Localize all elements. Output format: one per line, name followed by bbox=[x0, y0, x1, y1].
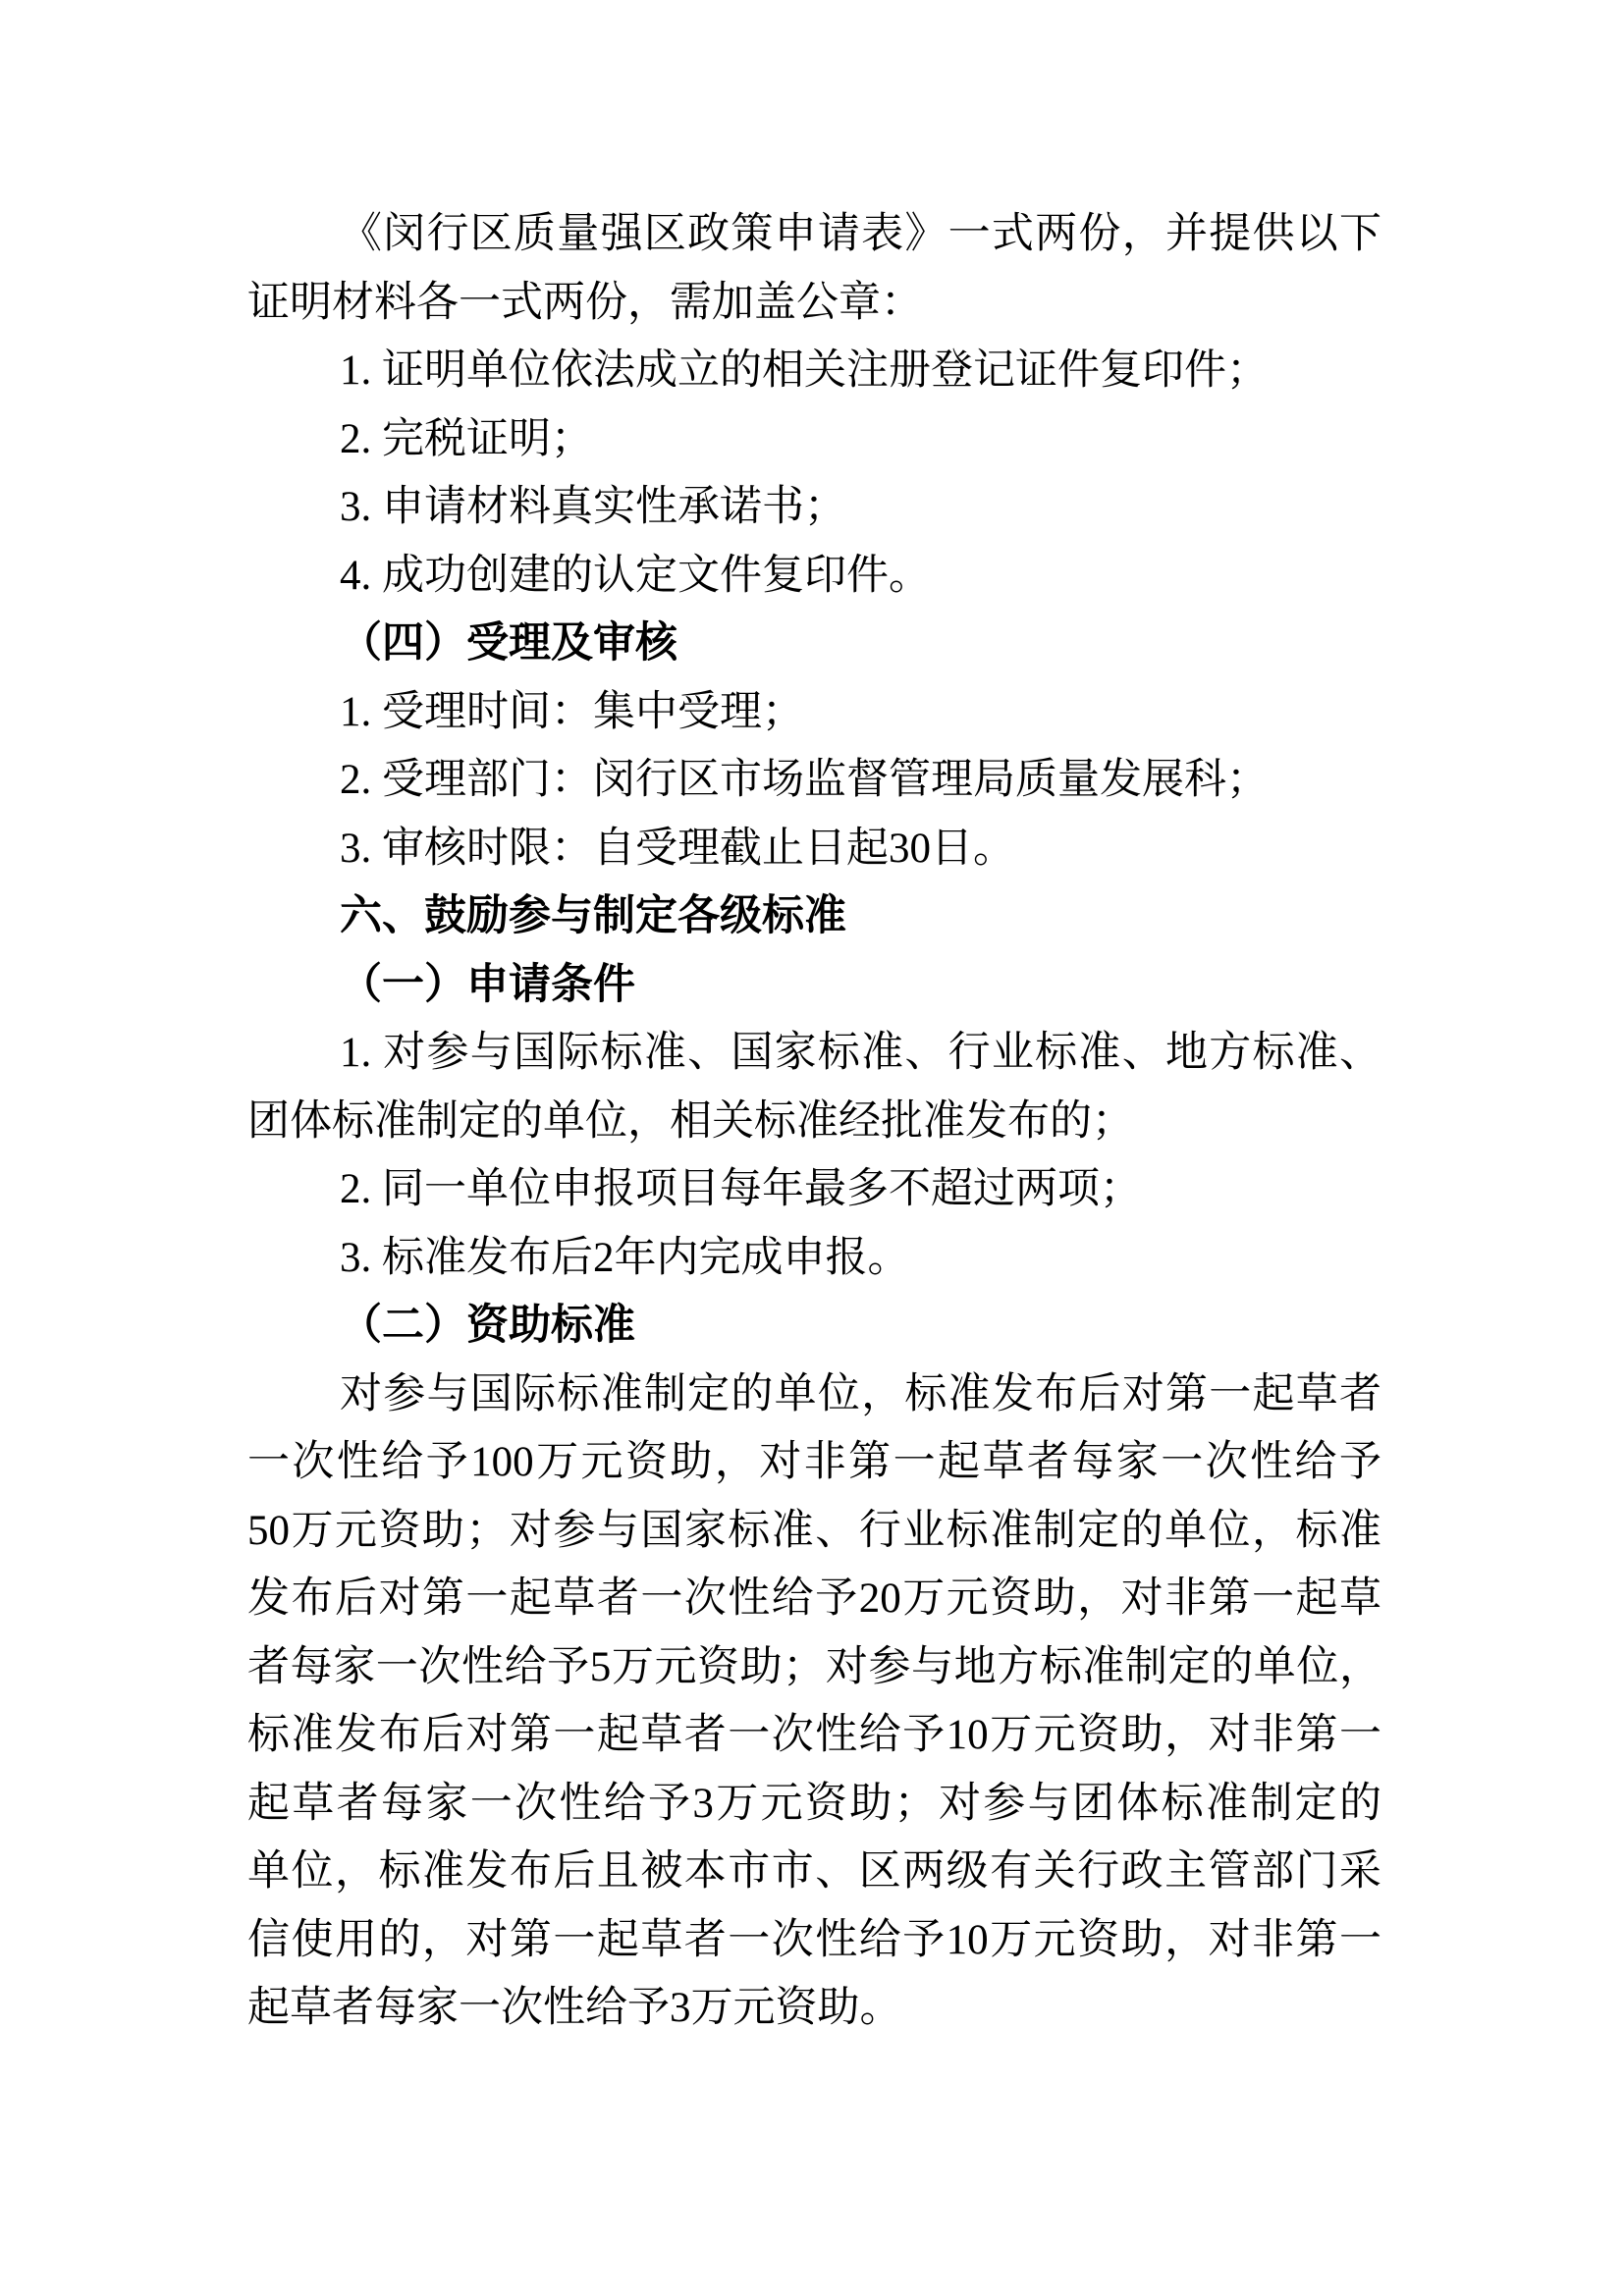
text-line: 50万元资助；对参与国家标准、行业标准制定的单位，标准 bbox=[247, 1507, 1381, 1554]
text-line: 3. 标准发布后2年内完成申报。 bbox=[340, 1234, 910, 1281]
text-line: 者每家一次性给予5万元资助；对参与地方标准制定的单位， bbox=[247, 1643, 1381, 1690]
text-line: 3. 申请材料真实性承诺书； bbox=[340, 484, 846, 530]
heading-line: （一）申请条件 bbox=[340, 961, 635, 1008]
text-line: 2. 同一单位申报项目每年最多不超过两项； bbox=[340, 1166, 1142, 1212]
heading-line: （四）受理及审核 bbox=[340, 620, 677, 667]
text-line: 3. 审核时限：自受理截止日起30日。 bbox=[340, 825, 1015, 872]
text-line: 2. 完税证明； bbox=[340, 415, 593, 462]
text-line: 《闵行区质量强区政策申请表》一式两份，并提供以下 bbox=[340, 211, 1381, 257]
text-line: 对参与国际标准制定的单位，标准发布后对第一起草者 bbox=[340, 1370, 1381, 1417]
text-line: 1. 受理时间：集中受理； bbox=[340, 688, 804, 735]
text-line: 一次性给予100万元资助，对非第一起草者每家一次性给予 bbox=[247, 1439, 1381, 1485]
text-line: 1. 证明单位依法成立的相关注册登记证件复印件； bbox=[340, 347, 1269, 394]
heading-line: 六、鼓励参与制定各级标准 bbox=[340, 892, 846, 939]
text-line: 单位，标准发布后且被本市市、区两级有关行政主管部门采 bbox=[247, 1848, 1381, 1895]
document-body bbox=[247, 200, 1381, 2043]
text-line: 标准发布后对第一起草者一次性给予10万元资助，对非第一 bbox=[247, 1712, 1381, 1758]
text-line: 起草者每家一次性给予3万元资助；对参与团体标准制定的 bbox=[247, 1780, 1381, 1827]
text-line: 发布后对第一起草者一次性给予20万元资助，对非第一起草 bbox=[247, 1575, 1381, 1622]
text-line: 4. 成功创建的认定文件复印件。 bbox=[340, 552, 931, 599]
text-line: 证明材料各一式两份，需加盖公章： bbox=[247, 279, 923, 326]
text-line: 团体标准制定的单位，相关标准经批准发布的； bbox=[247, 1097, 1134, 1145]
heading-line: （二）资助标准 bbox=[340, 1303, 635, 1349]
text-line: 起草者每家一次性给予3万元资助。 bbox=[247, 1985, 902, 2031]
text-line: 2. 受理部门：闵行区市场监督管理局质量发展科； bbox=[340, 757, 1269, 803]
text-line: 信使用的，对第一起草者一次性给予10万元资助，对非第一 bbox=[247, 1916, 1381, 1963]
text-line: 1. 对参与国际标准、国家标准、行业标准、地方标准、 bbox=[340, 1030, 1381, 1076]
